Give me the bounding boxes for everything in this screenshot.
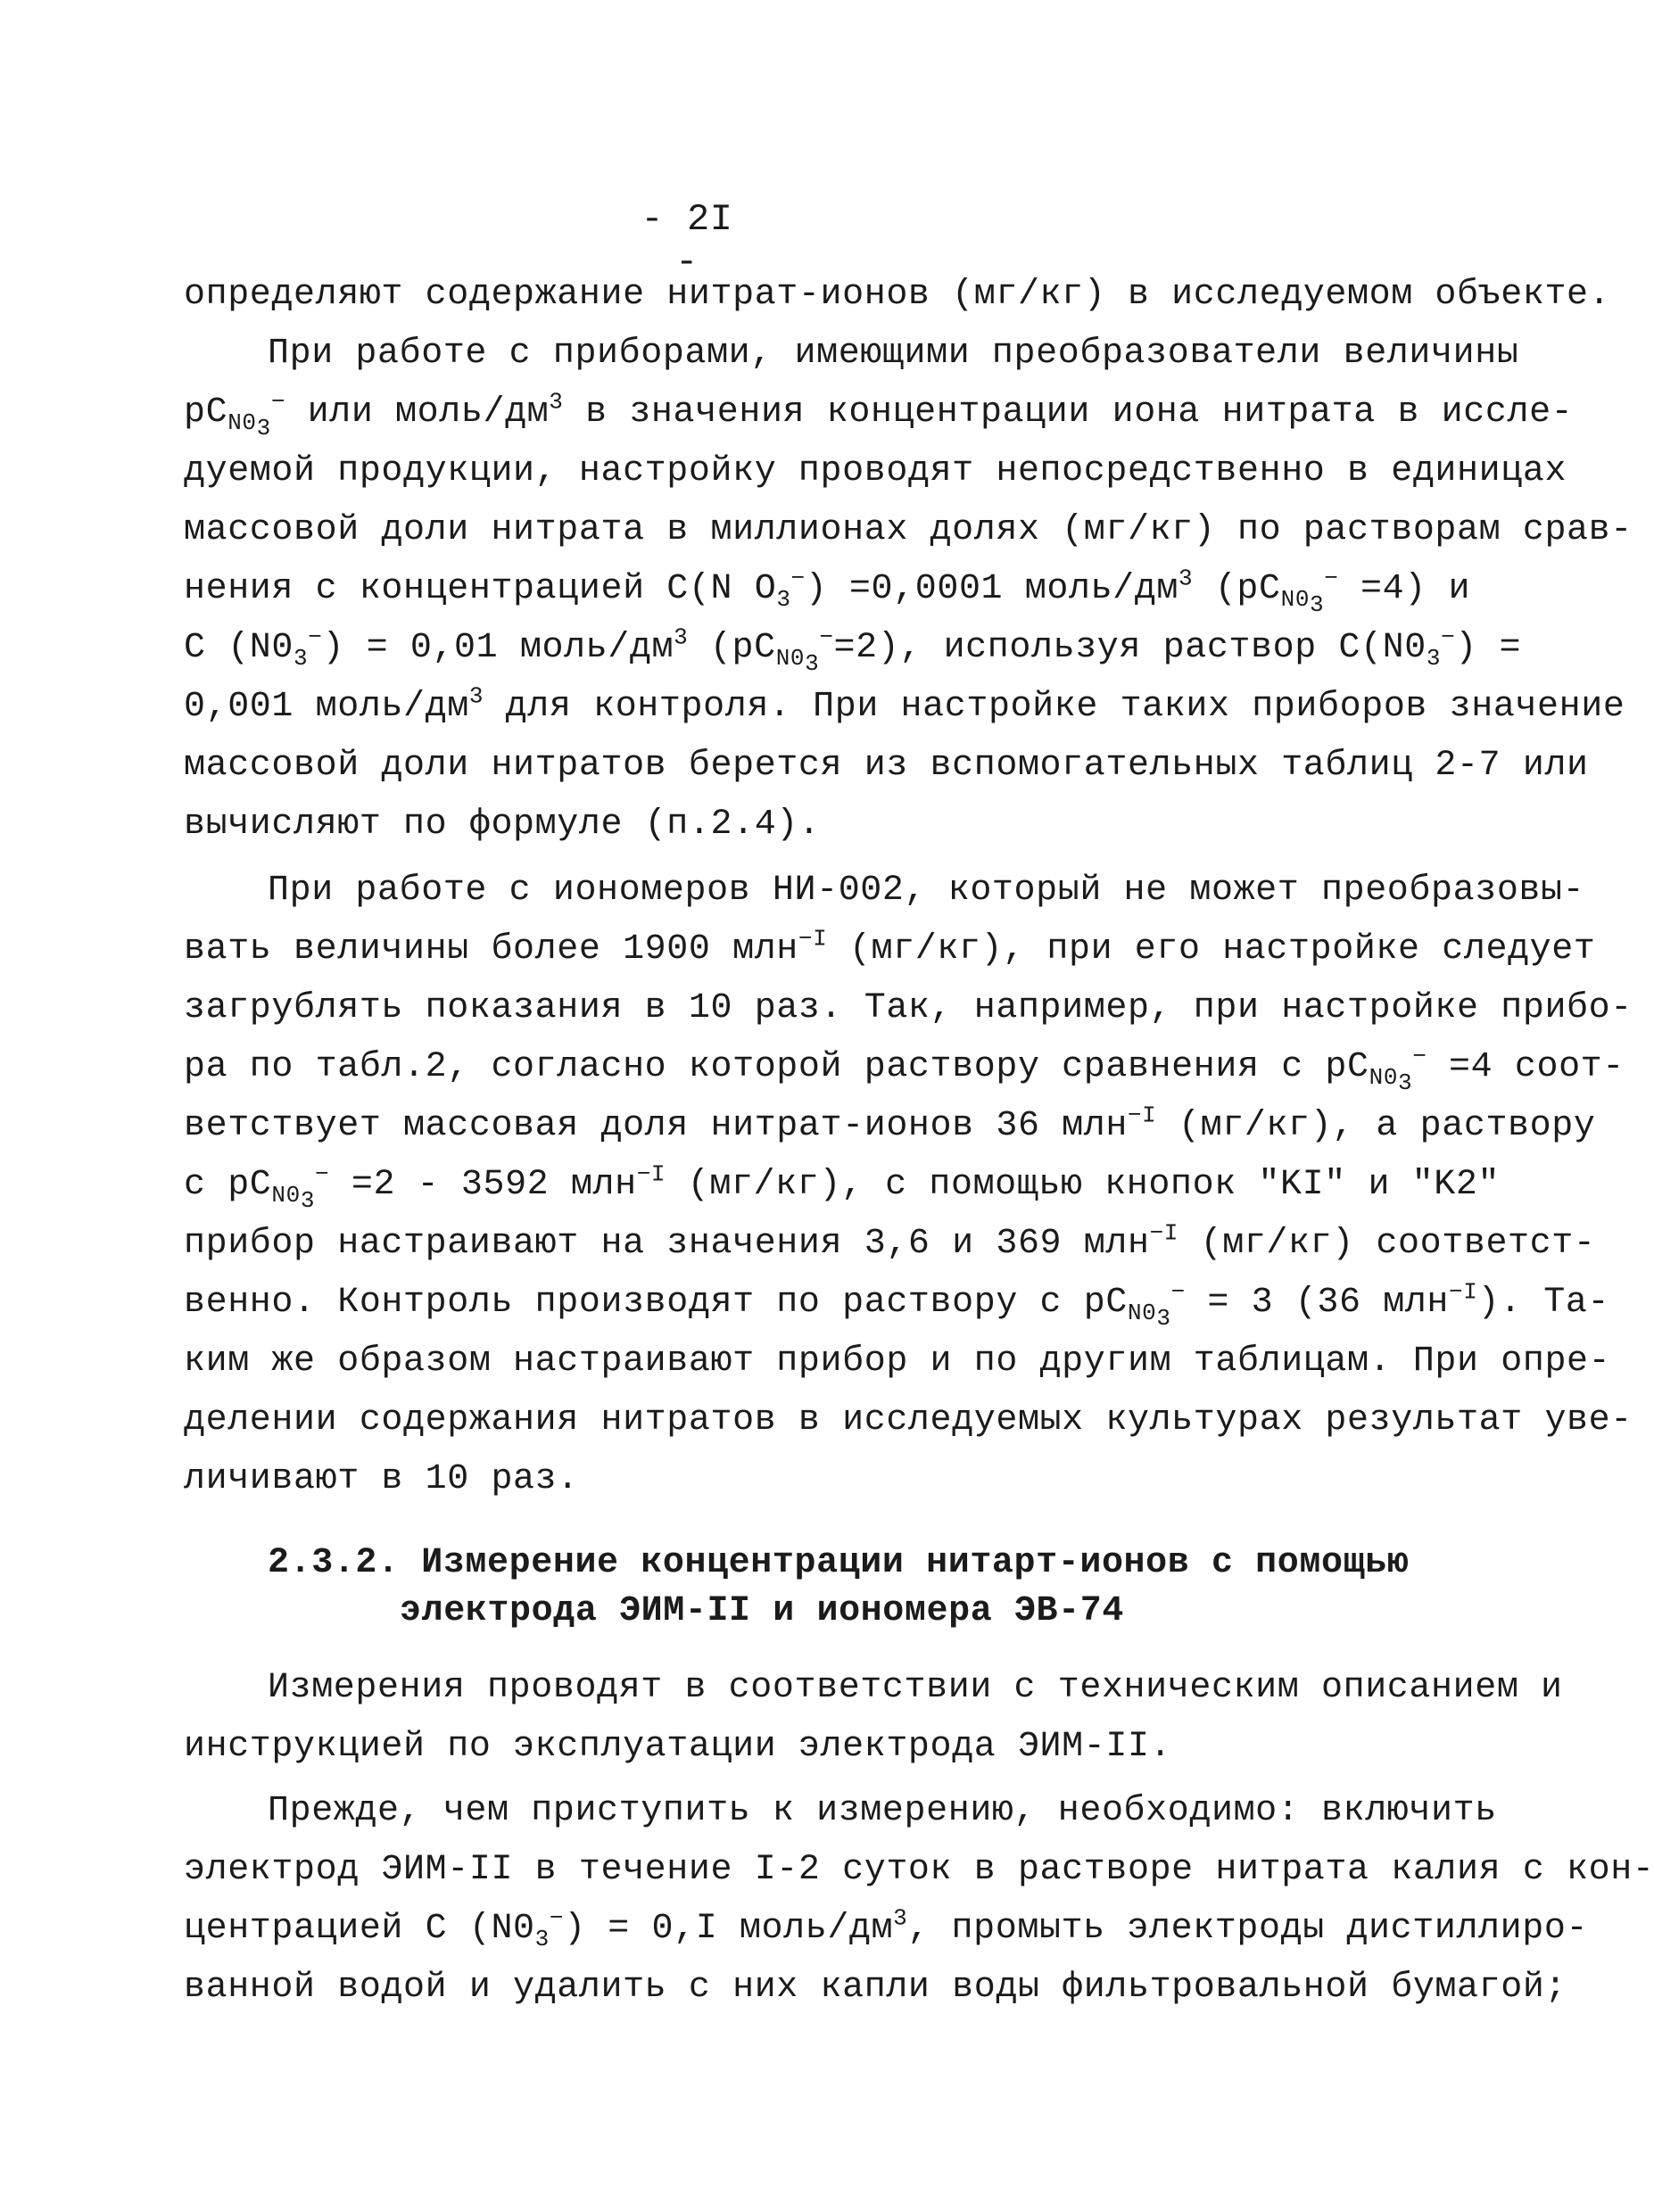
text: (мг/кг) соответст- — [1200, 1224, 1596, 1264]
text-line — [184, 444, 1567, 499]
text-line — [184, 268, 1610, 323]
text: 3 — [1156, 1305, 1171, 1333]
text: С (N0 — [184, 628, 294, 668]
text: 3 — [294, 645, 309, 672]
text-line — [184, 1720, 1171, 1775]
text-line — [184, 1902, 1588, 1957]
text: 3 — [776, 586, 791, 613]
text: вать величины более 1900 млн — [184, 929, 798, 970]
subscript — [271, 1182, 316, 1215]
text: N0 — [1280, 586, 1311, 613]
text: 3 — [1426, 645, 1442, 672]
text: электрод ЭИМ-II в течение I-2 суток в растворе нитрата калия с кон- — [184, 1850, 1654, 1890]
text: −I — [1149, 1219, 1178, 1247]
text: N0 — [1127, 1300, 1157, 1326]
text: N0 — [775, 645, 806, 672]
text: 3 — [534, 1926, 550, 1952]
text: с pC — [184, 1165, 272, 1205]
text: − — [1170, 1278, 1186, 1306]
text: ) = 0,I моль/дм — [564, 1909, 894, 1949]
text: 3 — [1178, 565, 1194, 592]
text: электрода ЭИМ-II и иономера ЭВ-74 — [400, 1591, 1124, 1631]
text: центрацией С (N0 — [184, 1909, 535, 1949]
text: − — [790, 565, 806, 592]
text: венно. Контроль производят по раствору с pC — [184, 1283, 1128, 1323]
text: инструкцией по эксплуатации электрода ЭИМ-II. — [184, 1727, 1172, 1767]
text: 3 — [549, 388, 564, 416]
text-line — [268, 1661, 1563, 1716]
text: в значения концентрации иона нитрата в иссле- — [585, 392, 1574, 433]
text: или моль/дм — [307, 392, 550, 433]
text: ванной водой и удалить с них капли воды фильтровальной бумагой; — [184, 1968, 1567, 2008]
text: загрублять показания в 10 раз. Так, например, при настройке прибо- — [184, 988, 1633, 1028]
text: (pC — [709, 628, 776, 668]
text: ра по табл.2, согласно которой раствору сравнения с pC — [184, 1047, 1369, 1087]
text: pC — [184, 392, 228, 433]
text-line — [184, 1960, 1567, 2016]
text: (pC — [1214, 569, 1281, 609]
text: 3 — [256, 415, 271, 442]
text: (мг/кг), а раствору — [1178, 1106, 1596, 1146]
text-line — [184, 1843, 1654, 1898]
text: 3 — [805, 650, 820, 678]
text: 3 — [1398, 1069, 1413, 1097]
text: =2), используя раствор C(N0 — [833, 628, 1427, 668]
subscript — [227, 409, 271, 442]
text: При работе с иономеров НИ-002, который не может преобразовы- — [268, 871, 1585, 911]
text: − — [315, 1160, 330, 1188]
text: (мг/кг), с помощью кнопок "KI" и "K2" — [687, 1165, 1501, 1205]
text: ветствует массовая доля нитрат-ионов 36 млн — [184, 1106, 1128, 1146]
text-line — [184, 621, 1521, 676]
text-line — [184, 1393, 1633, 1449]
subscript — [1280, 586, 1325, 619]
text: массовой доли нитрата в миллионах долях (мг/кг) по растворам срав- — [184, 510, 1633, 550]
text: дуемой продукции, настройку проводят непосредственно в единицах — [184, 451, 1567, 491]
text: Прежде, чем приступить к измерению, необходимо: включить — [268, 1791, 1497, 1831]
text: −I — [798, 925, 828, 953]
section-heading — [268, 1536, 1409, 1591]
text: , промыть электроды дистиллиро- — [907, 1909, 1589, 1949]
text: массовой доли нитратов берется из вспомогательных таблиц 2-7 или — [184, 746, 1589, 786]
text-line — [184, 385, 1573, 441]
text-line — [184, 1158, 1500, 1213]
text: нения с концентрацией С(N O — [184, 569, 777, 609]
text-line — [184, 1040, 1625, 1095]
text: 0,001 моль/дм — [184, 687, 469, 727]
section-heading-cont — [400, 1584, 1124, 1639]
text-line — [184, 797, 821, 853]
text: = 3 (36 млн — [1207, 1283, 1450, 1323]
text: прибор настраивают на значения 3,6 и 369 млн — [184, 1224, 1150, 1264]
text: Измерения проводят в соответствии с техническим описанием и — [268, 1668, 1563, 1708]
text: 2.3.2. Измерение концентрации нитарт-ионов с помощью — [268, 1543, 1410, 1583]
text-line — [184, 1217, 1595, 1272]
text: 3 — [468, 682, 484, 710]
text: вычисляют по формуле (п.2.4). — [184, 805, 821, 845]
text-line — [184, 1099, 1595, 1154]
text: N0 — [271, 1182, 301, 1209]
text: 3 — [1310, 591, 1325, 619]
text-line — [268, 326, 1518, 382]
text: ким же образом настраивают прибор и по другим таблицам. При опре- — [184, 1341, 1611, 1382]
text: ) =0,0001 моль/дм — [805, 569, 1178, 609]
text: − — [1441, 623, 1456, 651]
text-line — [184, 739, 1589, 794]
text: − — [270, 388, 286, 416]
text: − — [1412, 1043, 1427, 1070]
text: −I — [1127, 1102, 1157, 1129]
text: (мг/кг), при его настройке следует — [848, 929, 1596, 970]
text: ) = — [1455, 628, 1522, 668]
text: − — [1324, 565, 1339, 592]
subscript — [1369, 1064, 1413, 1097]
text-line — [184, 680, 1625, 735]
subscript — [775, 645, 820, 678]
text: −I — [636, 1160, 666, 1188]
text: =2 - 3592 млн — [351, 1165, 637, 1205]
text-line — [184, 981, 1633, 1036]
text: =4) и — [1360, 569, 1471, 609]
text: При работе с приборами, имеющими преобразователи величины — [268, 334, 1519, 374]
text: − — [819, 623, 834, 651]
text: =4 соот- — [1449, 1047, 1625, 1087]
text: −I — [1449, 1278, 1478, 1306]
text-line — [184, 1452, 579, 1507]
subscript — [1127, 1300, 1171, 1333]
text-line — [268, 863, 1584, 919]
text: − — [549, 1904, 565, 1932]
text-line — [184, 922, 1595, 978]
text-line — [184, 1275, 1609, 1331]
text: N0 — [227, 409, 257, 436]
page-number: - 2I - — [641, 198, 733, 284]
text: для контроля. При настройке таких приборов значение — [505, 687, 1625, 727]
text: − — [308, 623, 323, 651]
text-line — [268, 1784, 1497, 1839]
text: 3 — [300, 1187, 316, 1215]
text: 3 — [893, 1904, 908, 1932]
text: определяют содержание нитрат-ионов (мг/кг) в исследуемом объекте. — [184, 275, 1611, 315]
text: ). Та- — [1477, 1283, 1610, 1323]
text: 3 — [674, 623, 689, 651]
text: ) = 0,01 моль/дм — [322, 628, 674, 668]
text: личивают в 10 раз. — [184, 1459, 579, 1499]
text-line — [184, 503, 1633, 558]
text: делении содержания нитратов в исследуемых культурах результат уве- — [184, 1400, 1633, 1440]
text-line — [184, 1334, 1610, 1390]
text-line — [184, 562, 1470, 617]
text: N0 — [1369, 1064, 1399, 1091]
